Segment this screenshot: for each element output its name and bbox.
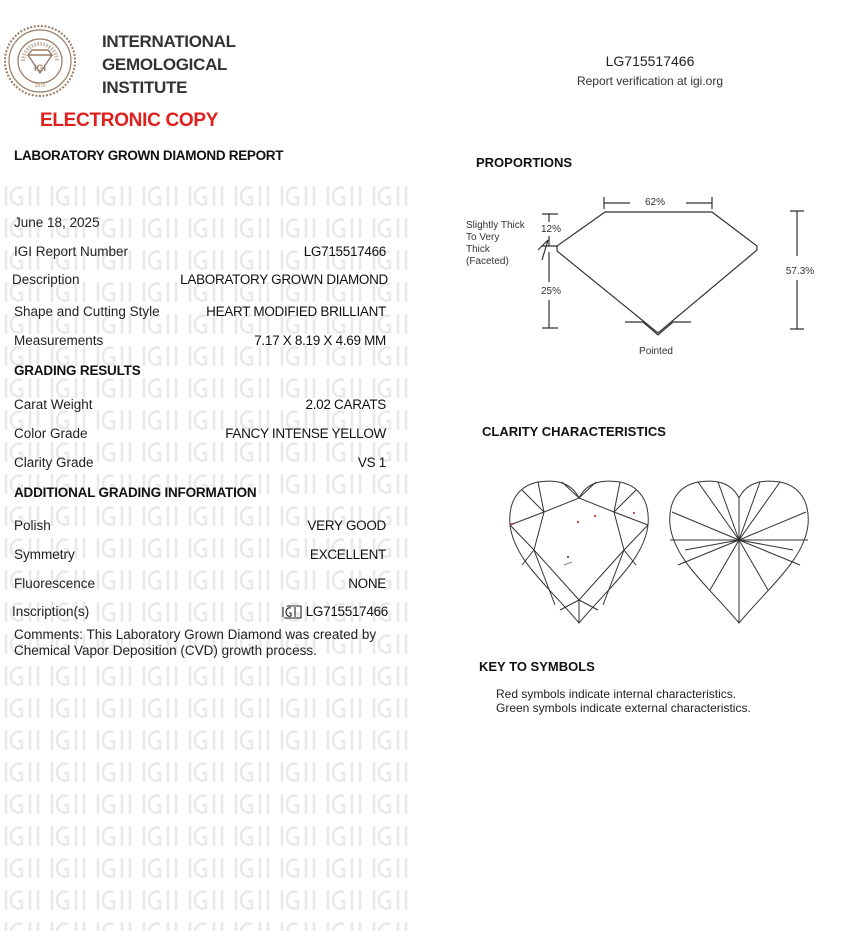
igi-seal-logo [3, 24, 77, 103]
field-row-inscription [0, 604, 400, 624]
field-row-description [0, 272, 400, 292]
inclusion-feather [564, 562, 572, 565]
proportions-diagram [460, 190, 830, 365]
field-label: Shape and Cutting Style [14, 304, 160, 319]
field-row-measurements [0, 333, 400, 353]
field-value: FANCY INTENSE YELLOW [225, 426, 386, 441]
field-label: Clarity Grade [14, 455, 94, 470]
report-date: June 18, 2025 [14, 215, 100, 230]
field-value: EXCELLENT [309, 547, 386, 562]
field-value: VERY GOOD [307, 518, 386, 533]
clarity-heading: CLARITY CHARACTERISTICS [482, 424, 666, 439]
depth-percent: 57.3% [785, 266, 815, 277]
girdle-line-3: Thick [466, 244, 490, 255]
key-line-internal: Red symbols indicate internal characteristics. [496, 687, 737, 701]
field-label: IGI Report Number [14, 244, 129, 259]
key-line-external: Green symbols indicate external characteristics. [496, 701, 751, 715]
additional-grading-heading: ADDITIONAL GRADING INFORMATION [14, 485, 257, 500]
org-line-3: INSTITUTE [102, 78, 188, 97]
svg-text:1975: 1975 [34, 83, 46, 89]
heart-pavilion-view [670, 481, 809, 623]
field-row-fluorescence [0, 576, 400, 596]
field-row-polish [0, 518, 400, 538]
key-to-symbols-heading: KEY TO SYMBOLS [479, 659, 595, 674]
heart-crown-view [510, 481, 649, 623]
inscription-text: LG715517466 [305, 604, 388, 619]
field-label: Symmetry [14, 547, 75, 562]
field-row-symmetry [0, 547, 400, 567]
igi-inscription-icon [281, 605, 303, 619]
inclusion-point-4 [511, 523, 513, 525]
table-percent: 62% [644, 197, 666, 208]
org-line-1: INTERNATIONAL [102, 32, 236, 51]
field-row-color-grade [0, 426, 400, 446]
field-value [281, 604, 388, 619]
crown-percent: 12% [540, 224, 562, 235]
field-label: Inscription(s) [12, 604, 90, 619]
field-row-report-number [0, 244, 400, 264]
field-row-carat-weight [0, 397, 400, 417]
diamond-profile-outline [557, 212, 757, 333]
svg-text:IGI: IGI [33, 63, 47, 73]
grading-results-heading: GRADING RESULTS [14, 363, 141, 378]
girdle-line-4: (Faceted) [466, 256, 509, 267]
field-label: Fluorescence [14, 576, 96, 591]
culet-label: Pointed [639, 346, 673, 357]
inclusion-point-1 [577, 521, 579, 523]
field-label: Carat Weight [14, 397, 93, 412]
report-title: LABORATORY GROWN DIAMOND REPORT [14, 148, 284, 163]
girdle-pointer [538, 240, 548, 260]
field-value: 2.02 CARATS [305, 397, 386, 412]
field-value: 7.17 X 8.19 X 4.69 MM [254, 333, 386, 348]
field-value: NONE [348, 576, 386, 591]
pavilion-percent: 25% [540, 286, 562, 297]
field-value: VS 1 [357, 455, 386, 470]
inclusion-point-2 [594, 515, 596, 517]
field-label: Polish [14, 518, 51, 533]
girdle-line-2: To Very [466, 232, 500, 243]
inclusion-point-5 [567, 556, 569, 558]
field-row-clarity-grade [0, 455, 400, 475]
electronic-copy-label: ELECTRONIC COPY [40, 110, 219, 131]
clarity-plot [500, 470, 820, 630]
organization-name [102, 30, 236, 99]
report-verification-link[interactable]: Report verification at igi.org [576, 74, 724, 88]
inclusion-point-3 [633, 512, 635, 514]
header-report-number: LG715517466 [605, 53, 695, 69]
field-value: LG715517466 [303, 244, 386, 259]
org-line-2: GEMOLOGICAL [102, 55, 228, 74]
comments-text: Comments: This Laboratory Grown Diamond was created by Chemical Vapor Deposition (CVD) growth process. [14, 627, 377, 658]
field-label: Description [12, 272, 80, 287]
girdle-line-1: Slightly Thick [466, 220, 525, 231]
field-label: Measurements [14, 333, 104, 348]
field-label: Color Grade [14, 426, 88, 441]
field-row-shape [0, 304, 400, 324]
proportions-heading: PROPORTIONS [476, 155, 573, 170]
field-value: HEART MODIFIED BRILLIANT [206, 304, 386, 319]
field-value: LABORATORY GROWN DIAMOND [180, 272, 388, 287]
